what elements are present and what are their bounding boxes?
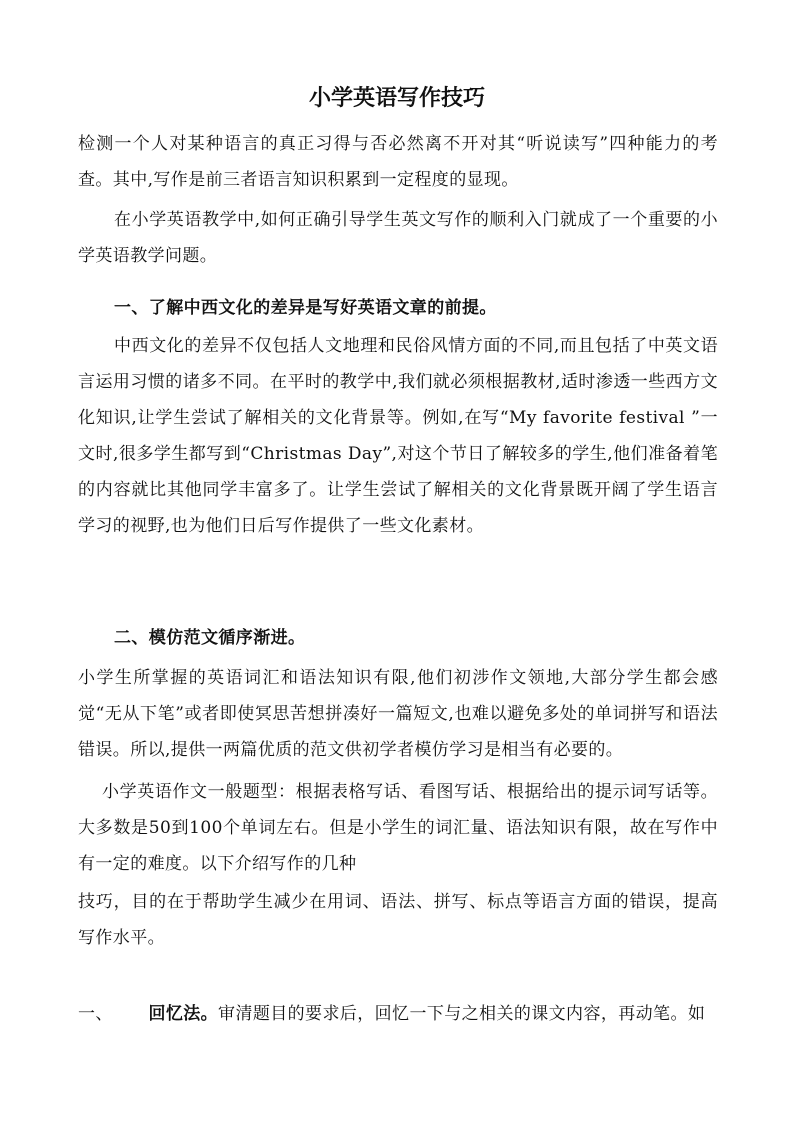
- list-item-text: 审清题目的要求后，回忆一下与之相关的课文内容，再动笔。如: [218, 1004, 706, 1024]
- paragraph-question-types: 小学英语作文一般题型：根据表格写话、看图写话、根据给出的提示词写话等。大多数是50到100个单词左右。但是小学生的词汇量、语法知识有限，故在写作中有一定的难度。以下介绍写作的几种: [78, 782, 718, 874]
- document-title: 小学英语写作技巧: [308, 85, 485, 111]
- paragraph-culture: 中西文化的差异不仅包括人文地理和民俗风情方面的不同,而且包括了中英文语言运用习惯的诸多不同。在平时的教学中,我们就必须根据教材,适时渗透一些西方文化知识,让学生尝试了解相关的文化背景等。例如,在写“My favorite festival ”一文时,很多学生都写到“Christmas Day”,对这个节日了解较多的学生,他们准备着笔的内容就比其他同学丰富多了。让学生尝试了解相关的文化背景既开阔了学生语言学习的视野,也为他们日后写作提供了一些文化素材。: [78, 336, 718, 536]
- paragraph-imitation: 小学生所掌握的英语词汇和语法知识有限,他们初涉作文领地,大部分学生都会感觉“无从下笔”或者即使冥思苦想拼凑好一篇短文,也难以避免多处的单词拼写和语法错误。所以,提供一两篇优质的范文供初学者模仿学习是相当有必要的。: [78, 668, 718, 760]
- paragraph-techniques: 技巧，目的在于帮助学生减少在用词、语法、拼写、标点等语言方面的错误，提高写作水平。: [78, 892, 718, 948]
- paragraph-teaching-question: 在小学英语教学中,如何正确引导学生英文写作的顺利入门就成了一个重要的小学英语教学问题。: [78, 210, 718, 266]
- list-item-number: 一、: [78, 1004, 113, 1024]
- list-item-recall: [78, 996, 718, 1032]
- paragraph-intro: 检测一个人对某种语言的真正习得与否必然离不开对其“听说读写”四种能力的考查。其中,写作是前三者语言知识积累到一定程度的显现。: [78, 134, 718, 190]
- list-item-bold-label: 回忆法。: [148, 1004, 219, 1024]
- section-heading-imitation: 二、模仿范文循序渐进。: [114, 628, 306, 648]
- section-heading-culture: 一、了解中西文化的差异是写好英语文章的前提。: [114, 298, 497, 318]
